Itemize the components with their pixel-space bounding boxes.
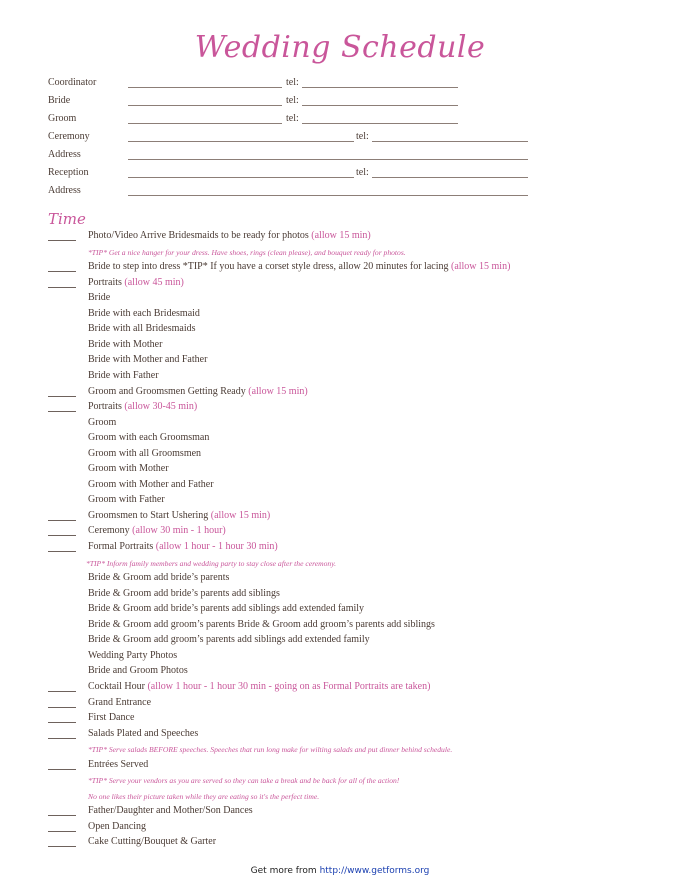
section-title-time: Time — [48, 210, 86, 228]
tel-label: tel: — [356, 167, 369, 178]
item-label: Groom with Mother and Father — [88, 478, 214, 490]
item-label: Cake Cutting/Bouquet & Garter — [88, 836, 217, 848]
item-label: First Dance — [88, 712, 135, 724]
time-blank-field[interactable] — [48, 262, 76, 272]
time-blank-field[interactable] — [48, 542, 76, 552]
item-label: Grand Entrance — [88, 696, 152, 708]
contact-row — [48, 130, 548, 144]
item-label: Bride with each Bridesmaid — [88, 307, 200, 319]
schedule-subitem — [48, 338, 648, 352]
time-blank-field[interactable] — [48, 526, 76, 536]
allow-duration: (allow 45 min) — [124, 276, 184, 288]
contact-row — [48, 76, 548, 90]
item-label: Bride — [88, 292, 111, 304]
item-text — [88, 322, 196, 336]
item-label: Groom with Father — [88, 494, 165, 506]
contact-name-field[interactable] — [128, 130, 354, 142]
item-text — [88, 664, 188, 678]
item-label: Bride to step into dress *TIP* If you have a corset style dress, allow 20 minutes for lacing — [88, 261, 449, 273]
item-label: Bride & Groom add groom’s parents add siblings add extended family — [88, 634, 370, 646]
contact-label: Address — [48, 149, 81, 160]
contact-label: Bride — [48, 95, 71, 106]
schedule-item — [48, 276, 648, 290]
item-label: Groomsmen to Start Ushering — [88, 509, 209, 521]
item-text — [88, 307, 200, 321]
contact-name-field[interactable] — [128, 112, 282, 124]
item-text — [88, 524, 226, 538]
schedule-subitem — [48, 369, 648, 383]
item-text — [88, 260, 510, 274]
tel-field[interactable] — [372, 166, 528, 178]
allow-duration: (allow 15 min) — [210, 509, 271, 521]
item-label: Portraits — [88, 401, 122, 413]
item-text — [88, 447, 201, 461]
tel-field[interactable] — [302, 112, 458, 124]
item-label: Bride & Groom add bride’s parents add siblings — [88, 587, 280, 599]
contact-row — [48, 112, 548, 126]
item-label: Photo/Video Arrive Bridesmaids to be ready for photos — [88, 230, 309, 241]
schedule-subitem — [48, 353, 648, 367]
item-label: Bride with all Bridesmaids — [88, 323, 196, 335]
tel-field[interactable] — [302, 94, 458, 106]
item-label: Bride & Groom add bride’s parents add siblings add extended family — [88, 603, 365, 615]
tel-field[interactable] — [302, 76, 458, 88]
time-blank-field[interactable] — [48, 278, 76, 288]
item-label: Formal Portraits — [88, 541, 154, 552]
schedule-subitem — [48, 633, 648, 647]
contact-label: Ceremony — [48, 131, 90, 142]
allow-duration: (allow 1 hour - 1 hour 30 min) — [155, 541, 278, 552]
item-text — [88, 462, 169, 476]
schedule-subitem — [48, 493, 648, 507]
item-text — [88, 727, 198, 741]
allow-duration: (allow 30-45 min) — [124, 401, 198, 413]
item-label: Salads Plated and Speeches — [88, 727, 199, 739]
time-blank-field[interactable] — [48, 698, 76, 708]
schedule-subitem — [48, 462, 648, 476]
schedule-item — [48, 509, 648, 523]
time-blank-field[interactable] — [48, 682, 76, 692]
item-text — [88, 633, 370, 647]
schedule-subitem — [48, 322, 648, 336]
contact-name-field[interactable] — [128, 76, 282, 88]
schedule-subitem — [48, 478, 648, 492]
tel-label: tel: — [356, 131, 369, 142]
item-text — [88, 540, 278, 554]
page-title: Wedding Schedule — [194, 30, 486, 65]
item-label: Groom with all Groomsmen — [88, 447, 202, 459]
item-text — [88, 820, 146, 834]
time-blank-field[interactable] — [48, 511, 76, 521]
item-label: Bride with Mother and Father — [88, 354, 208, 366]
contact-name-field[interactable] — [128, 184, 528, 196]
contact-name-field[interactable] — [128, 166, 354, 178]
schedule-subitem — [48, 291, 648, 305]
time-blank-field[interactable] — [48, 729, 76, 739]
tip-note: *TIP* Serve salads BEFORE speeches. Speeches that run long make for wilting salads and put dinner behind schedule. — [88, 745, 453, 755]
schedule-item — [48, 696, 648, 710]
schedule-subitem — [48, 618, 648, 632]
contact-label: Address — [48, 185, 81, 196]
schedule-item — [48, 260, 648, 274]
item-text — [88, 400, 197, 414]
allow-duration: (allow 15 min) — [311, 230, 371, 241]
contact-label: Groom — [48, 113, 77, 124]
item-label: Bride & Groom add bride’s parents — [88, 572, 230, 584]
allow-duration: (allow 15 min) — [248, 385, 308, 397]
item-text — [88, 353, 207, 367]
allow-duration: (allow 1 hour - 1 hour 30 min - going on as Formal Portraits are taken) — [147, 680, 431, 692]
schedule-subitem — [48, 416, 648, 430]
item-label: Groom — [88, 416, 117, 428]
item-text — [88, 711, 134, 725]
contact-name-field[interactable] — [128, 94, 282, 106]
item-label: Groom with Mother — [88, 463, 169, 475]
item-label: Groom and Groomsmen Getting Ready — [88, 385, 246, 397]
item-text — [88, 680, 430, 694]
item-text — [88, 835, 216, 849]
contact-label: Reception — [48, 167, 89, 178]
time-blank-field[interactable] — [48, 713, 76, 723]
item-text — [88, 758, 148, 772]
schedule-item — [48, 835, 648, 849]
item-text — [88, 229, 371, 243]
item-text — [88, 602, 364, 616]
item-label: Portraits — [88, 276, 122, 288]
schedule-item — [48, 727, 648, 741]
item-text — [88, 291, 110, 305]
item-label: Wedding Party Photos — [88, 649, 178, 661]
schedule-item — [48, 400, 648, 414]
tip-note: No one likes their picture taken while they are eating so it's the perfect time. — [88, 791, 320, 801]
time-blank-field[interactable] — [48, 231, 76, 241]
item-text — [88, 478, 214, 492]
item-text — [88, 416, 116, 430]
allow-duration: (allow 30 min - 1 hour) — [132, 525, 226, 537]
item-text — [88, 509, 270, 523]
tel-field[interactable] — [372, 130, 528, 142]
item-text — [88, 493, 165, 507]
item-text — [88, 431, 209, 445]
schedule-subitem — [48, 447, 648, 461]
item-text — [88, 571, 229, 585]
footer-prefix: Get more from — [250, 866, 320, 876]
item-label: Entrées Served — [88, 758, 149, 770]
schedule-item — [48, 804, 648, 818]
item-label: Bride with Mother — [88, 338, 163, 350]
tip-note: *TIP* Get a nice hanger for your dress. Have shoes, rings (clean please), and bouquet ready for photos. — [88, 247, 406, 257]
item-label: Bride with Father — [88, 369, 159, 381]
time-blank-field[interactable] — [48, 402, 76, 412]
item-text — [88, 804, 253, 818]
schedule-subitem — [48, 307, 648, 321]
schedule-subitem — [48, 664, 648, 678]
contact-row — [48, 94, 548, 108]
item-label: Bride and Groom Photos — [88, 665, 188, 677]
schedule-item — [48, 524, 648, 538]
contact-row — [48, 148, 548, 162]
item-text — [88, 587, 280, 601]
contact-label: Coordinator — [48, 77, 97, 88]
schedule-item — [48, 385, 648, 399]
time-blank-field[interactable] — [48, 822, 76, 832]
item-text — [88, 276, 184, 290]
item-label: Ceremony — [88, 525, 130, 537]
item-text — [88, 618, 435, 632]
item-label: Bride & Groom add groom’s parents Bride & Groom add groom’s parents add siblings — [88, 618, 435, 630]
item-text — [88, 696, 151, 710]
schedule-subitem — [48, 431, 648, 445]
contact-row — [48, 184, 548, 198]
schedule-item — [48, 540, 648, 554]
schedule-item — [48, 820, 648, 834]
schedule-item — [48, 229, 648, 243]
tel-label: tel: — [286, 113, 299, 124]
tel-label: tel: — [286, 95, 299, 106]
contact-name-field[interactable] — [128, 148, 528, 160]
schedule-subitem — [48, 587, 648, 601]
item-label: Cocktail Hour — [88, 680, 145, 692]
schedule-item — [48, 680, 648, 694]
time-blank-field[interactable] — [48, 837, 76, 847]
time-blank-field[interactable] — [48, 387, 76, 397]
tip-note: *TIP* Inform family members and wedding party to stay close after the ceremony. — [86, 558, 337, 568]
schedule-item — [48, 711, 648, 725]
item-text — [88, 369, 159, 383]
contact-row — [48, 166, 548, 180]
schedule-subitem — [48, 571, 648, 585]
tip-note: *TIP* Serve your vendors as you are served so they can take a break and be back for all of the action! — [88, 776, 400, 786]
time-blank-field[interactable] — [48, 806, 76, 816]
item-label: Groom with each Groomsman — [88, 432, 210, 444]
allow-duration: (allow 15 min) — [450, 261, 511, 273]
tel-label: tel: — [286, 77, 299, 88]
schedule-subitem — [48, 602, 648, 616]
item-text — [88, 649, 177, 663]
schedule-subitem — [48, 649, 648, 663]
item-text — [88, 385, 308, 399]
footer-link[interactable]: http://www.getforms.org — [319, 866, 430, 876]
footer — [0, 866, 680, 876]
item-label: Father/Daughter and Mother/Son Dances — [88, 805, 253, 817]
item-text — [88, 338, 162, 352]
item-label: Open Dancing — [88, 820, 147, 832]
schedule-item — [48, 758, 648, 772]
time-blank-field[interactable] — [48, 760, 76, 770]
